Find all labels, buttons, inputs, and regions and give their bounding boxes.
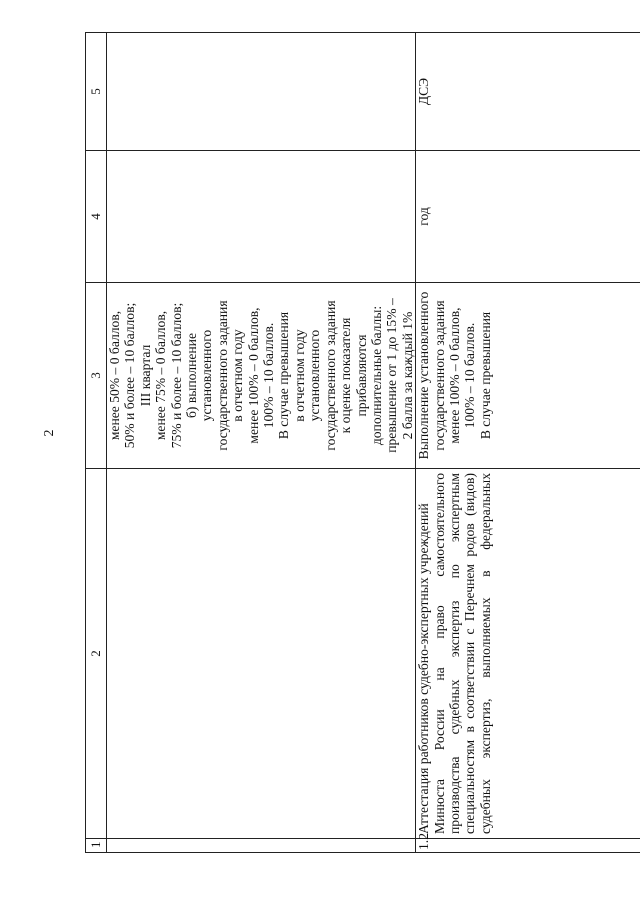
item-indicator-name (416, 469, 640, 839)
page-number: 2 (42, 429, 57, 437)
criteria-line: государственного задания (431, 300, 447, 451)
cont-col-1 (107, 839, 416, 853)
header-col-5: 5 (86, 33, 107, 151)
criteria-line: прибавляются (353, 334, 369, 417)
criteria-line: В случае превышения (477, 311, 493, 440)
item-period: год (416, 151, 640, 283)
indicator-line: судебных экспертиз, выполняемых в федеральных (477, 473, 493, 834)
criteria-line: менее 100% – 0 баллов, (446, 307, 462, 444)
criteria-line: 50% и более – 10 баллов; (122, 302, 138, 449)
item-number: 1.2 (416, 839, 640, 853)
header-col-3: 3 (86, 283, 107, 469)
criteria-line: б) выполнение (184, 333, 200, 418)
indicators-table (85, 32, 640, 853)
criteria-line: В случае превышения (276, 311, 292, 440)
rotated-table-container (85, 33, 640, 853)
criteria-line: Выполнение установленного (416, 291, 432, 460)
criteria-line: государственного задания (322, 300, 338, 451)
criteria-line: превышение от 1 до 15% – (384, 298, 400, 453)
criteria-line: государственного задания (214, 300, 230, 451)
cont-col-4 (107, 151, 416, 283)
criteria-line: III квартал (137, 344, 153, 407)
item-responsible: ДСЭ (416, 33, 640, 151)
criteria-line: 100% – 10 баллов. (462, 322, 478, 429)
criteria-line: установленного (307, 329, 323, 422)
criteria-line: менее 100% – 0 баллов, (245, 307, 261, 444)
criteria-line: к оценке показателя (338, 317, 354, 434)
criteria-line: 2 балла за каждый 1% (399, 311, 415, 440)
cont-col-2 (107, 469, 416, 839)
header-col-1: 1 (86, 839, 107, 853)
indicator-line: производства судебных экспертиз по экспертным (446, 473, 462, 834)
indicator-line: Аттестация работников судебно-экспертных учреждений (416, 503, 432, 834)
item-criteria (416, 283, 640, 469)
criteria-line: установленного (199, 329, 215, 422)
criteria-line: в отчетном году (291, 329, 307, 422)
header-col-2: 2 (86, 469, 107, 839)
criteria-line: 100% – 10 баллов. (261, 322, 277, 429)
table-row-item-1-2 (416, 33, 640, 853)
criteria-line: менее 75% – 0 баллов, (153, 310, 169, 441)
criteria-line: дополнительные баллы: (368, 305, 384, 446)
cont-col-5 (107, 33, 416, 151)
criteria-line: 75% и более – 10 баллов; (168, 302, 184, 449)
criteria-line: в отчетном году (230, 329, 246, 422)
header-col-4: 4 (86, 151, 107, 283)
table-header-row (86, 33, 107, 853)
landscape-sheet (85, 33, 640, 853)
criteria-line: менее 50% – 0 баллов, (107, 310, 122, 441)
indicator-line: Минюста России на право самостоятельного (431, 473, 447, 834)
table-row-continuation (107, 33, 416, 853)
indicator-line: специальностям в соответствии с Перечнем родов (видов) (462, 473, 478, 834)
cont-col-3-criteria (107, 283, 416, 469)
